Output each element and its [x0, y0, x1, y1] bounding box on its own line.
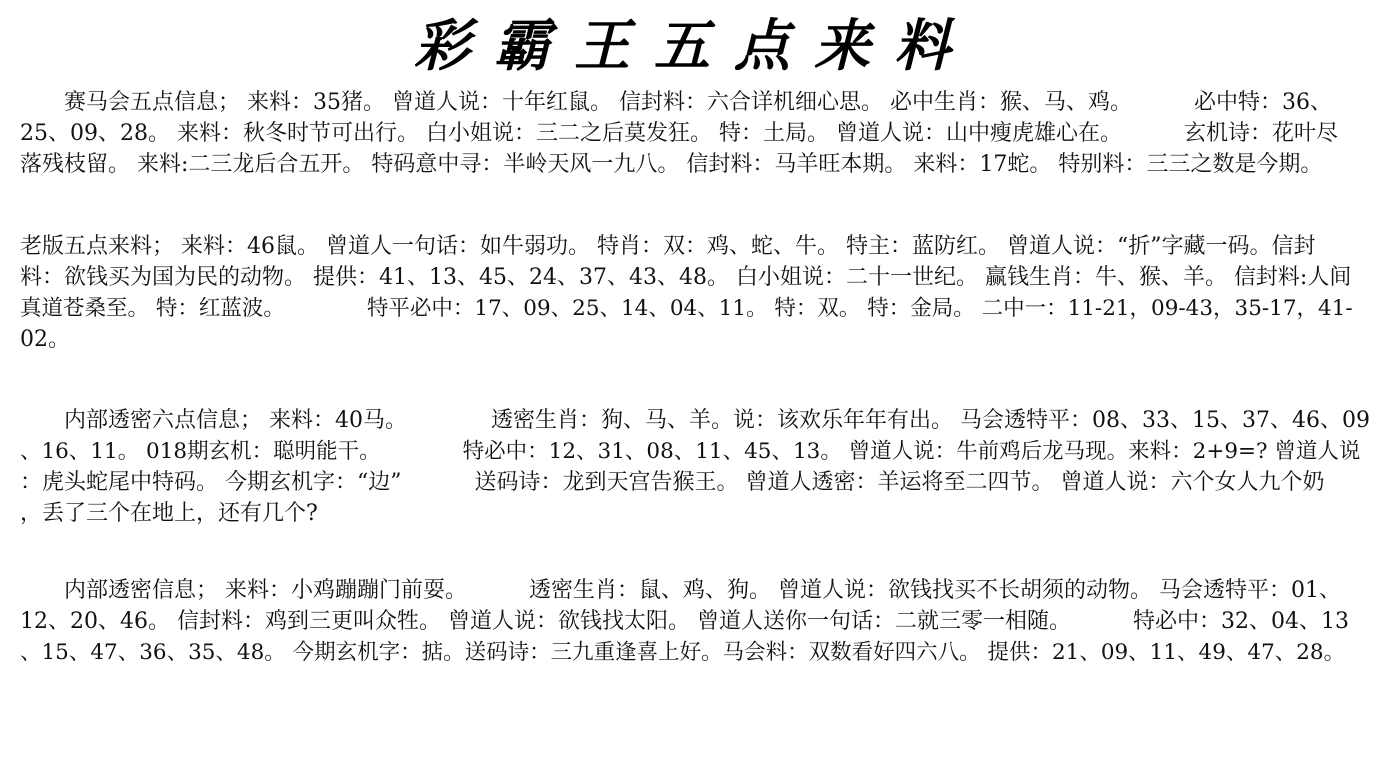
text-line: 02。: [20, 327, 70, 352]
text-line: 25、09、28。 来料：秋冬时节可出行。 白小姐说：三二之后莫发狂。 特：土局。 曾道人说：山中瘦虎雄心在。 玄机诗：花叶尽: [20, 121, 1338, 146]
text-line: 内部透密六点信息； 来料：40马。 透密生肖：狗、马、羊。说：该欢乐年年有出。 马会透特平：08、33、15、37、46、09: [20, 408, 1370, 433]
text-line: 、15、47、36、35、48。 今期玄机字：掂。送码诗：三九重逢喜上好。马会料：双数看好四六八。 提供：21、09、11、49、47、28。: [20, 640, 1346, 665]
info-section-five-points: [20, 87, 1370, 180]
text-line: 真道苍桑至。 特：红蓝波。 特平必中：17、09、25、14、04、11。 特：双。 特：金局。 二中一：11-21，09-43，35-17，41-: [20, 296, 1353, 321]
info-section-internal-six-points: [20, 405, 1370, 529]
text-line: 老版五点来料； 来料：46鼠。 曾道人一句话：如牛弱功。 特肖：双：鸡、蛇、牛。 特主：蓝防红。 曾道人说：“折”字藏一码。信封: [20, 234, 1316, 259]
text-line: 料：欲钱买为国为民的动物。 提供：41、13、45、24、37、43、48。 白小姐说：二十一世纪。 赢钱生肖：牛、猴、羊。 信封料:人间: [20, 265, 1352, 290]
text-line: ：虎头蛇尾中特码。 今期玄机字：“边” 送码诗：龙到天宫告猴王。 曾道人透密：羊运将至二四节。 曾道人说：六个女人九个奶: [20, 470, 1325, 495]
text-line: 、16、11。 018期玄机：聪明能干。 特必中：12、31、08、11、45、13。 曾道人说：牛前鸡后龙马现。来料：2+9=? 曾道人说: [20, 439, 1361, 464]
text-line: 12、20、46。 信封料：鸡到三更叫众牲。 曾道人说：欲钱找太阳。 曾道人送你一句话：二就三零一相随。 特必中：32、04、13: [20, 609, 1349, 634]
text-line: ，丢了三个在地上，还有几个?: [20, 501, 318, 526]
text-line: 内部透密信息； 来料：小鸡蹦蹦门前耍。 透密生肖：鼠、鸡、狗。 曾道人说：欲钱找买不长胡须的动物。 马会透特平：01、: [20, 578, 1341, 603]
info-section-old-edition: [20, 231, 1370, 355]
page-title: 彩霸王五点来料: [414, 13, 974, 79]
text-line: 赛马会五点信息； 来料：35猪。 曾道人说：十年红鼠。 信封料：六合详机细心思。 必中生肖：猴、马、鸡。 必中特：36、: [20, 90, 1332, 115]
text-line: 落残枝留。 来料:二三龙后合五开。 特码意中寻：半岭天风一九八。 信封料：马羊旺本期。 来料：17蛇。 特别料：三三之数是今期。: [20, 152, 1323, 177]
info-section-internal: [20, 575, 1370, 668]
